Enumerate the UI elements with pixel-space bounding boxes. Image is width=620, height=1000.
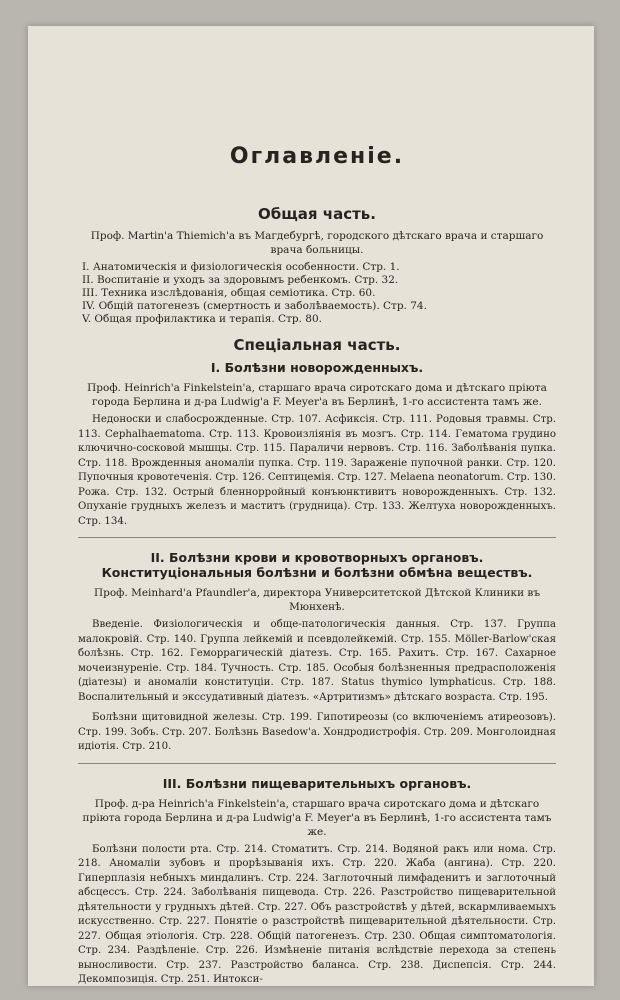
section-1-text: Недоноски и слабосрожденные. Стр. 107. Асфиксія. Стр. 111. Родовыя травмы. Стр. 113. Cephalhaematoma. Стр. 113. Кровоизліянія въ мозгъ. Стр. 114. Гематома грудино ключично-сосковой мышцы. Стр. 115. Параличи нервовъ. Стр. 116. Заболѣванія пупка. Стр. 118. Врожденныя аномаліи пупка. Стр. 119. Зараженіе пупочной ранки. Стр. 120. Пупочныя кровотеченія. Стр. 126. Септицемія. Стр. 127. Melaena neonatorum. Стр. 130. Рожа. Стр. 132. Острый бленнорройный конъюнктивитъ новорожденныхъ. Стр. 132. Опуханіе грудныхъ железъ и маститъ (грудница). Стр. 133. Желтуха новорожденныхъ. Стр. 134.: [78, 414, 556, 527]
page-content: [78, 144, 556, 986]
list-item: IV. Общій патогенезъ (смертность и заболѣваемость). Стр. 74.: [82, 300, 427, 312]
list-item: II. Воспитаніе и уходъ за здоровымъ ребенкомъ. Стр. 32.: [82, 274, 399, 286]
section-2-heading: II. Болѣзни крови и кровотворныхъ органовъ. Конституціональныя болѣзни и болѣзни обмѣна веществъ.: [101, 550, 533, 580]
general-part-list: [82, 261, 556, 326]
divider: [78, 537, 556, 538]
list-item: I. Анатомическія и физіологическія особенности. Стр. 1.: [82, 261, 400, 273]
list-item: III. Техника изслѣдованія, общая семіотика. Стр. 60.: [82, 287, 376, 299]
section-2-author: Проф. Meinhard'a Pfaundler'a, директора Университетской Дѣтской Клиники въ Мюнхенѣ.: [93, 587, 540, 613]
section-3-author: Проф. д-ра Heinrich'a Finkelstein'a, старшаго врача сиротскаго дома и дѣтскаго пріюта города Берлина и д-ра Ludwig'a F. Meyer'a въ Берлинѣ, 1-го ассистента тамъ же.: [82, 797, 552, 838]
special-part-heading: Спеціальная часть.: [233, 336, 401, 354]
section-1-author: Проф. Heinrich'a Finkelstein'a, старшаго врача сиротскаго дома и дѣтскаго пріюта города Берлина и д-ра Ludwig'a F. Meyer'a въ Берлинѣ, 1-го ассистента тамъ же.: [87, 382, 547, 408]
section-2-text-2: Болѣзни щитовидной железы. Стр. 199. Гипотиреозы (со включеніемъ атиреозовъ). Стр. 199. Зобъ. Стр. 207. Болѣзнь Basedow'а. Хондродистрофія. Стр. 209. Монголоидная идіотія. Стр. 210.: [78, 712, 556, 752]
section-3-text: Болѣзни полости рта. Стр. 214. Стоматитъ. Стр. 214. Водяной ракъ или нома. Стр. 218. Аномаліи зубовъ и прорѣзыванія ихъ. Стр. 220. Жаба (ангина). Стр. 220. Гиперплазія небныхъ миндалинъ. Стр. 224. Заглоточный лимфаденитъ и заглоточный абсцессъ. Стр. 224. Заболѣванія пищевода. Стр. 226. Разстройство пищеварительной дѣятельности у грудныхъ дѣтей. Стр. 227. Объ разстройствѣ у дѣтей, вскармливаемыхъ искусственно. Стр. 227. Понятіе о разстройствѣ пищеварительной дѣятельности. Стр. 227. Общая этіологія. Стр. 228. Общій патогенезъ. Стр. 230. Общая симптоматологія. Стр. 234. Раздѣленіе. Стр. 226. Измѣненіе питанія вслѣдствіе перехода за степень выносливости. Стр. 237. Разстройство баланса. Стр. 238. Диспепсія. Стр. 244. Декомпозиція. Стр. 251. Интокси-: [78, 843, 556, 985]
page-title: Оглавленіе.: [229, 144, 405, 169]
general-part-author: Проф. Martin'a Thiemich'a въ Магдебургѣ, городского дѣтскаго врача и старшаго врача больницы.: [90, 230, 544, 256]
divider: [78, 763, 556, 764]
section-2-text-1: Введеніе. Физіологическія и обще-патологическія данныя. Стр. 137. Группа малокровій. Стр. 140. Группа лейкемій и псевдолейкемій. Стр. 155. Möller-Barlow'ская болѣзнь. Стр. 162. Геморрагическій діатезъ. Стр. 165. Рахитъ. Стр. 167. Сахарное мочеизнуреніе. Стр. 184. Тучность. Стр. 185. Особыя болѣзненныя предрасположенія (діатезы) и аномаліи конституціи. Стр. 187. Status thymico lymphaticus. Стр. 188. Воспалительный и экссудативный діатезъ. «Артритизмъ» дѣтскаго возраста. Стр. 195.: [78, 619, 556, 703]
list-item: V. Общая профилактика и терапія. Стр. 80.: [82, 313, 322, 325]
general-part-heading: Общая часть.: [258, 205, 376, 223]
section-1-heading: I. Болѣзни новорожденныхъ.: [210, 360, 424, 375]
section-3-heading: III. Болѣзни пищеварительныхъ органовъ.: [162, 775, 472, 791]
book-page: [28, 26, 594, 986]
